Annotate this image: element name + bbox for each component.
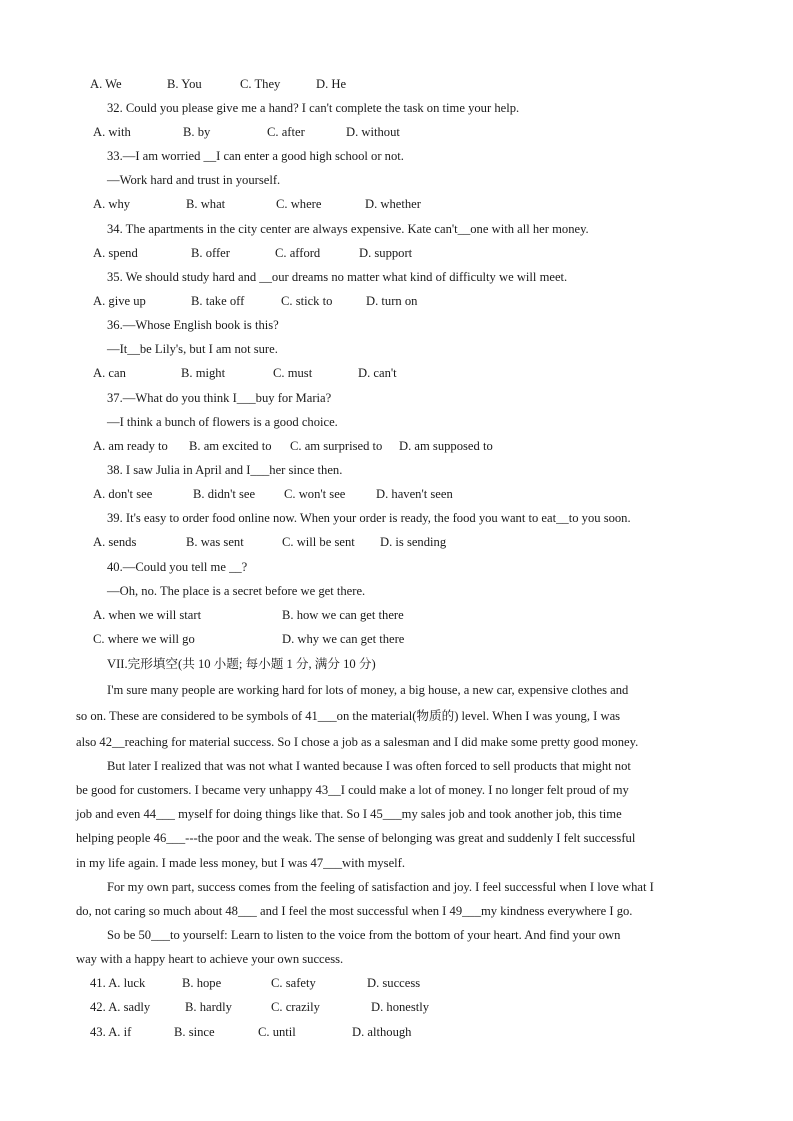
question-35: 35. We should study hard and __our dreams no matter what kind of difficulty we will meet. — [107, 270, 568, 284]
option-d: D. although — [352, 1025, 412, 1039]
option-c: C. where we will go — [93, 632, 195, 646]
question-36-reply: —It__be Lily's, but I am not sure. — [107, 342, 278, 356]
option-a: A. We — [90, 77, 122, 91]
question-38: 38. I saw Julia in April and I___her since then. — [107, 463, 343, 477]
option-c: C. afford — [275, 246, 321, 260]
option-b: B. hardly — [185, 1000, 232, 1014]
question-37-reply: —I think a bunch of flowers is a good choice. — [107, 415, 338, 429]
option-a: 42. A. sadly — [90, 1000, 151, 1014]
option-d: D. support — [359, 246, 413, 260]
option-a: A. don't see — [93, 487, 153, 501]
option-d: D. can't — [358, 366, 397, 380]
question-39: 39. It's easy to order food online now. When your order is ready, the food you want to eat__to you soon. — [107, 511, 631, 525]
question-36: 36.—Whose English book is this? — [107, 318, 279, 332]
option-d: D. am supposed to — [399, 439, 493, 453]
option-a: A. am ready to — [93, 439, 168, 453]
option-a: A. when we will start — [93, 608, 202, 622]
option-a: A. spend — [93, 246, 138, 260]
option-c: C. will be sent — [282, 535, 355, 549]
option-b: B. how we can get there — [282, 608, 404, 622]
option-a: A. give up — [93, 294, 146, 308]
option-c: C. until — [258, 1025, 296, 1039]
option-c: C. won't see — [284, 487, 346, 501]
option-d: D. haven't seen — [376, 487, 453, 501]
passage-line: helping people 46___---the poor and the weak. The sense of belonging was great and suddenly I felt successful — [76, 831, 636, 845]
option-b: B. didn't see — [193, 487, 256, 501]
passage-line: For my own part, success comes from the feeling of satisfaction and joy. I feel successful when I love what I — [107, 880, 654, 894]
question-33: 33.—I am worried __I can enter a good high school or not. — [107, 149, 404, 163]
option-d: D. success — [367, 976, 421, 990]
option-c: C. crazily — [271, 1000, 320, 1014]
option-b: B. hope — [182, 976, 222, 990]
option-d: D. is sending — [380, 535, 447, 549]
passage-line: way with a happy heart to achieve your own success. — [76, 952, 344, 966]
option-a: A. can — [93, 366, 126, 380]
question-33-reply: —Work hard and trust in yourself. — [107, 173, 281, 187]
passage-line: But later I realized that was not what I wanted because I was often forced to sell products that might not — [107, 759, 631, 773]
option-a: A. sends — [93, 535, 137, 549]
option-d: D. honestly — [371, 1000, 430, 1014]
passage-line: I'm sure many people are working hard for lots of money, a big house, a new car, expensive clothes and — [107, 683, 629, 697]
option-c: C. They — [240, 77, 281, 91]
option-b: B. what — [186, 197, 226, 211]
option-b: B. by — [183, 125, 211, 139]
passage-line: also 42__reaching for material success. So I chose a job as a salesman and I did make some pretty good money. — [76, 735, 639, 749]
option-a: 41. A. luck — [90, 976, 146, 990]
option-b: B. since — [174, 1025, 215, 1039]
passage-line: in my life again. I made less money, but I was 47___with myself. — [76, 856, 406, 870]
question-40-reply: —Oh, no. The place is a secret before we get there. — [107, 584, 366, 598]
passage-line: be good for customers. I became very unhappy 43__I could make a lot of money. I no longer felt proud of my — [76, 783, 629, 797]
option-c: C. am surprised to — [290, 439, 383, 453]
option-d: D. whether — [365, 197, 421, 211]
option-a: A. why — [93, 197, 131, 211]
option-c: C. after — [267, 125, 305, 139]
passage-line: do, not caring so much about 48___ and I feel the most successful when I 49___my kindness everywhere I go. — [76, 904, 633, 918]
option-d: D. He — [316, 77, 347, 91]
question-34: 34. The apartments in the city center are always expensive. Kate can't__one with all her money. — [107, 222, 589, 236]
question-32: 32. Could you please give me a hand? I can't complete the task on time your help. — [107, 101, 520, 115]
option-d: D. without — [346, 125, 400, 139]
option-c: C. stick to — [281, 294, 333, 308]
option-d: D. turn on — [366, 294, 418, 308]
option-c: C. must — [273, 366, 313, 380]
section-title: VII.完形填空(共 10 小题; 每小题 1 分, 满分 10 分) — [107, 657, 376, 671]
passage-line: So be 50___to yourself: Learn to listen to the voice from the bottom of your heart. And find your own — [107, 928, 621, 942]
option-b: B. offer — [191, 246, 230, 260]
option-d: D. why we can get there — [282, 632, 405, 646]
option-a: 43. A. if — [90, 1025, 132, 1039]
option-c: C. safety — [271, 976, 316, 990]
option-b: B. You — [167, 77, 202, 91]
passage-line: so on. These are considered to be symbols of 41___on the material(物质的) level. When I was young, I was — [76, 709, 621, 723]
option-b: B. might — [181, 366, 226, 380]
option-a: A. with — [93, 125, 131, 139]
option-b: B. was sent — [186, 535, 244, 549]
option-b: B. am excited to — [189, 439, 272, 453]
option-c: C. where — [276, 197, 322, 211]
question-40: 40.—Could you tell me __? — [107, 560, 248, 574]
passage-line: job and even 44___ myself for doing things like that. So I 45___my sales job and took another job, this time — [76, 807, 622, 821]
option-b: B. take off — [191, 294, 245, 308]
question-37: 37.—What do you think I___buy for Maria? — [107, 391, 332, 405]
